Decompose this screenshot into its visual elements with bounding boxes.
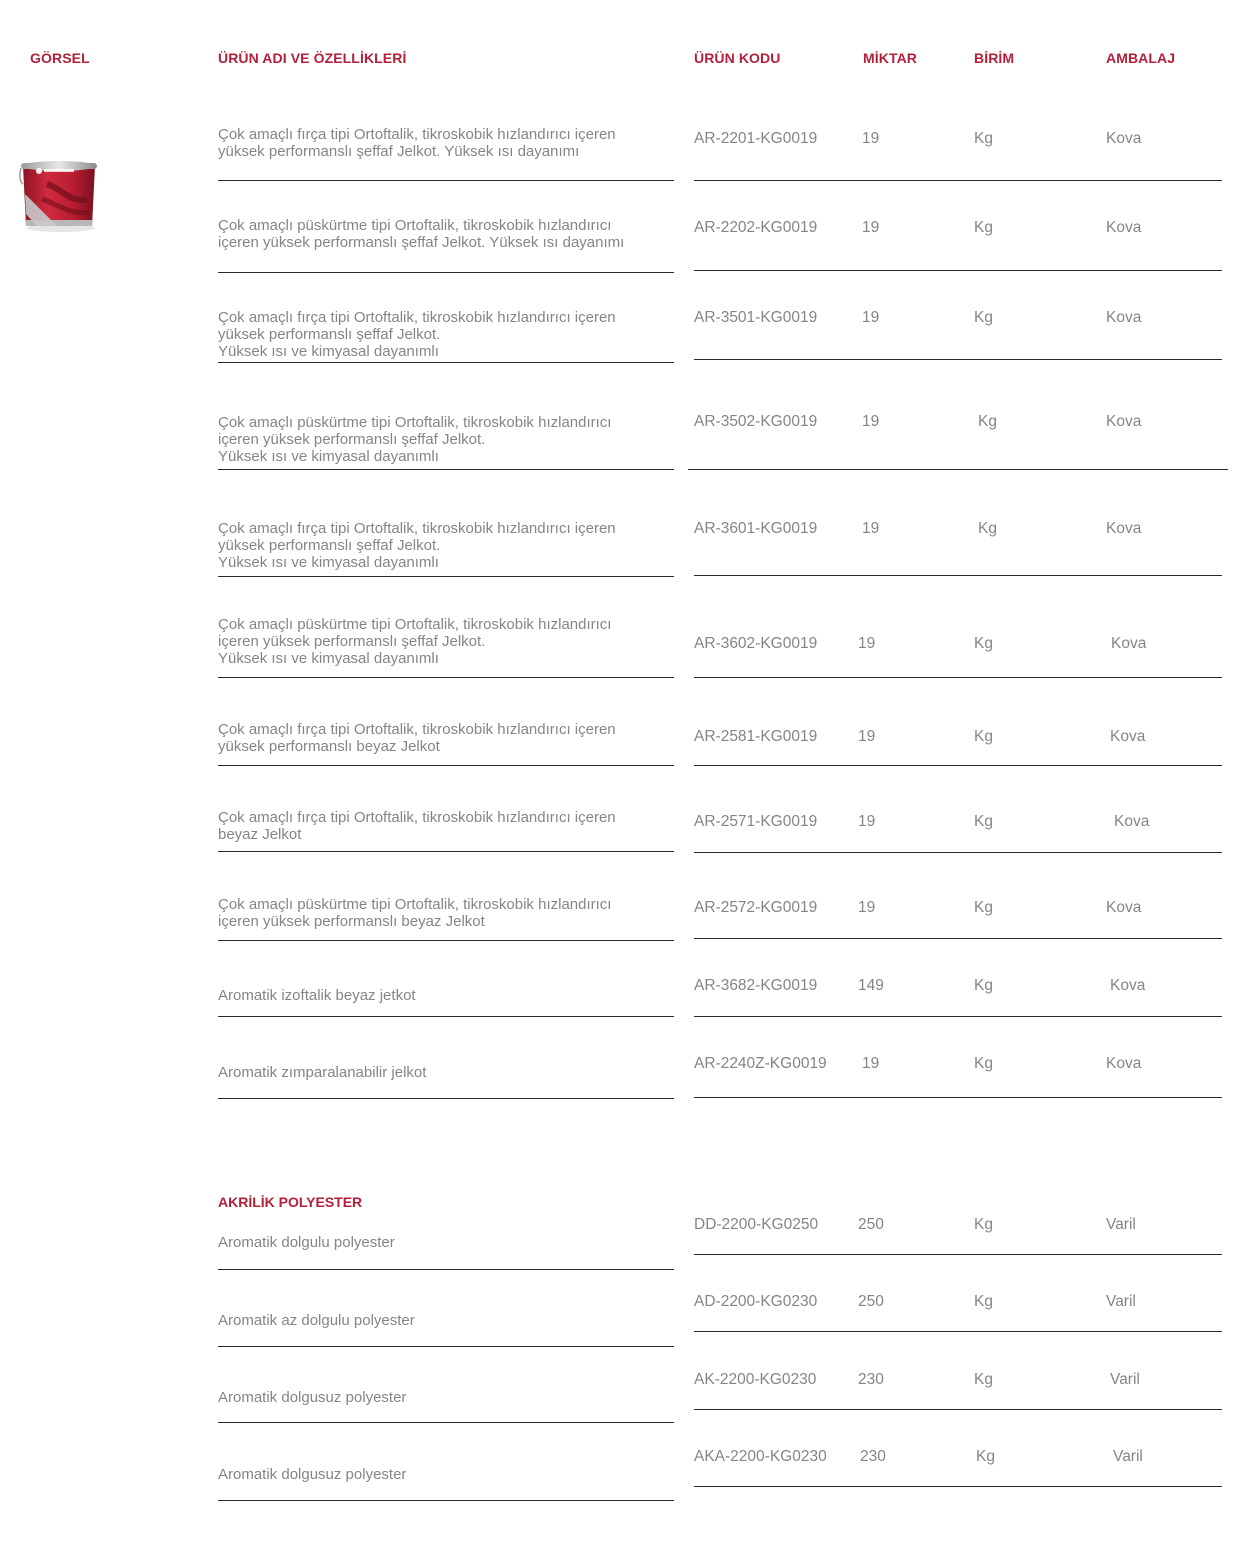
row-divider	[694, 180, 1222, 181]
row-divider	[694, 1486, 1222, 1487]
product-code: AR-2201-KG0019	[694, 130, 818, 147]
product-description	[218, 309, 658, 360]
product-qty: 230	[858, 1371, 884, 1388]
description-line: yüksek performanslı şeffaf Jelkot.	[218, 537, 441, 554]
row-divider	[694, 1331, 1222, 1332]
product-code: AR-2202-KG0019	[694, 219, 818, 236]
row-divider	[218, 1016, 674, 1017]
product-unit: Kg	[974, 1371, 993, 1388]
row-divider	[694, 359, 1222, 360]
description-line: içeren yüksek performanslı beyaz Jelkot	[218, 913, 485, 930]
product-code: AR-2581-KG0019	[694, 728, 818, 745]
product-pack: Varil	[1106, 1216, 1136, 1233]
product-unit: Kg	[976, 1448, 995, 1465]
product-qty: 149	[858, 977, 884, 994]
description-line: Aromatik dolgulu polyester	[218, 1234, 395, 1251]
header-code: ÜRÜN KODU	[694, 50, 781, 66]
section-title-akrilik-polyester: AKRİLİK POLYESTER	[218, 1194, 363, 1210]
row-divider	[218, 272, 674, 273]
row-divider	[694, 852, 1222, 853]
product-unit: Kg	[974, 219, 993, 236]
product-description	[218, 1064, 658, 1081]
description-line: Yüksek ısı ve kimyasal dayanımlı	[218, 343, 439, 360]
product-pack: Kova	[1114, 813, 1150, 830]
product-qty: 230	[860, 1448, 886, 1465]
product-code: AR-2572-KG0019	[694, 899, 818, 916]
description-line: içeren yüksek performanslı şeffaf Jelkot.	[218, 633, 486, 650]
product-pack: Kova	[1106, 309, 1142, 326]
product-pack: Kova	[1106, 219, 1142, 236]
product-qty: 19	[862, 219, 880, 236]
header-unit: BİRİM	[974, 50, 1015, 66]
description-line: yüksek performanslı şeffaf Jelkot.	[218, 326, 441, 343]
product-qty: 19	[862, 1055, 880, 1072]
product-code: AR-3502-KG0019	[694, 413, 818, 430]
header-pack: AMBALAJ	[1106, 50, 1176, 66]
row-divider	[694, 677, 1222, 678]
description-line: Aromatik dolgusuz polyester	[218, 1466, 407, 1483]
product-code: AR-3602-KG0019	[694, 635, 818, 652]
product-pack: Kova	[1110, 728, 1146, 745]
description-line: Aromatik izoftalik beyaz jetkot	[218, 987, 416, 1004]
description-line: Yüksek ısı ve kimyasal dayanımlı	[218, 650, 439, 667]
product-code: AK-2200-KG0230	[694, 1371, 817, 1388]
row-divider	[218, 1098, 674, 1099]
product-pack: Kova	[1106, 520, 1142, 537]
row-divider	[694, 270, 1222, 271]
row-divider	[218, 362, 674, 363]
product-qty: 19	[858, 728, 876, 745]
header-qty: MİKTAR	[863, 50, 917, 66]
row-divider	[218, 851, 674, 852]
row-divider	[218, 1269, 674, 1270]
row-divider	[218, 940, 674, 941]
product-pack: Varil	[1113, 1448, 1143, 1465]
product-unit: Kg	[974, 728, 993, 745]
description-line: yüksek performanslı şeffaf Jelkot. Yüksek ısı dayanımı	[218, 143, 580, 160]
product-pack: Kova	[1110, 977, 1146, 994]
product-qty: 250	[858, 1293, 884, 1310]
product-code: AR-3682-KG0019	[694, 977, 818, 994]
row-divider	[218, 677, 674, 678]
product-unit: Kg	[974, 813, 993, 830]
row-divider	[218, 1500, 674, 1501]
description-line: Çok amaçlı fırça tipi Ortoftalik, tikroskobik hızlandırıcı içeren	[218, 520, 616, 537]
row-divider	[694, 938, 1222, 939]
description-line: yüksek performanslı beyaz Jelkot	[218, 738, 440, 755]
product-unit: Kg	[974, 977, 993, 994]
description-line: Çok amaçlı fırça tipi Ortoftalik, tikroskobik hızlandırıcı içeren	[218, 721, 616, 738]
product-pack: Varil	[1106, 1293, 1136, 1310]
product-qty: 19	[862, 413, 880, 430]
description-line: Yüksek ısı ve kimyasal dayanımlı	[218, 554, 439, 571]
row-divider	[694, 1409, 1222, 1410]
row-divider	[218, 469, 674, 470]
product-pack: Kova	[1111, 635, 1147, 652]
product-qty: 19	[858, 899, 876, 916]
product-bucket-image	[17, 154, 101, 234]
product-qty: 19	[862, 130, 880, 147]
product-pack: Kova	[1106, 899, 1142, 916]
product-qty: 19	[858, 635, 876, 652]
product-unit: Kg	[974, 130, 993, 147]
product-code: AD-2200-KG0230	[694, 1293, 818, 1310]
product-description	[218, 1389, 658, 1406]
product-qty: 19	[862, 520, 880, 537]
product-qty: 19	[858, 813, 876, 830]
product-qty: 19	[862, 309, 880, 326]
row-divider	[218, 180, 674, 181]
row-divider	[218, 1422, 674, 1423]
product-description	[218, 1234, 658, 1251]
product-pack: Kova	[1106, 1055, 1142, 1072]
description-line: Çok amaçlı fırça tipi Ortoftalik, tikroskobik hızlandırıcı içeren	[218, 309, 616, 326]
row-divider	[694, 1016, 1222, 1017]
header-name: ÜRÜN ADI VE ÖZELLİKLERİ	[218, 50, 407, 66]
row-divider	[694, 575, 1222, 576]
product-code: AR-2571-KG0019	[694, 813, 818, 830]
product-unit: Kg	[978, 413, 997, 430]
description-line: Çok amaçlı fırça tipi Ortoftalik, tikroskobik hızlandırıcı içeren	[218, 126, 616, 143]
header-image: GÖRSEL	[30, 50, 90, 66]
product-unit: Kg	[974, 899, 993, 916]
product-pack: Kova	[1106, 413, 1142, 430]
description-line: beyaz Jelkot	[218, 826, 302, 843]
product-code: AKA-2200-KG0230	[694, 1448, 827, 1465]
product-code: AR-3501-KG0019	[694, 309, 818, 326]
row-divider	[694, 1097, 1222, 1098]
product-description	[218, 1466, 658, 1483]
row-divider	[688, 469, 1228, 470]
product-pack: Varil	[1110, 1371, 1140, 1388]
row-divider	[694, 765, 1222, 766]
product-description	[218, 987, 658, 1004]
product-description	[218, 217, 658, 251]
product-unit: Kg	[974, 1055, 993, 1072]
product-description	[218, 616, 658, 667]
product-pack: Kova	[1106, 130, 1142, 147]
product-description	[218, 721, 658, 755]
product-unit: Kg	[974, 309, 993, 326]
row-divider	[218, 765, 674, 766]
product-code: AR-2240Z-KG0019	[694, 1055, 827, 1072]
description-line: Çok amaçlı püskürtme tipi Ortoftalik, tikroskobik hızlandırıcı	[218, 896, 612, 913]
product-unit: Kg	[974, 1216, 993, 1233]
description-line: içeren yüksek performanslı şeffaf Jelkot.	[218, 431, 486, 448]
product-description	[218, 126, 658, 160]
row-divider	[694, 1254, 1222, 1255]
row-divider	[218, 1346, 674, 1347]
row-divider	[218, 576, 674, 577]
description-line: Çok amaçlı fırça tipi Ortoftalik, tikroskobik hızlandırıcı içeren	[218, 809, 616, 826]
description-line: Yüksek ısı ve kimyasal dayanımlı	[218, 448, 439, 465]
description-line: Çok amaçlı püskürtme tipi Ortoftalik, tikroskobik hızlandırıcı	[218, 414, 612, 431]
description-line: Aromatik dolgusuz polyester	[218, 1389, 407, 1406]
product-description	[218, 1312, 658, 1329]
product-code: AR-3601-KG0019	[694, 520, 818, 537]
product-description	[218, 809, 658, 843]
product-description	[218, 896, 658, 930]
product-description	[218, 520, 658, 571]
description-line: içeren yüksek performanslı şeffaf Jelkot. Yüksek ısı dayanımı	[218, 234, 625, 251]
description-line: Çok amaçlı püskürtme tipi Ortoftalik, tikroskobik hızlandırıcı	[218, 616, 612, 633]
product-qty: 250	[858, 1216, 884, 1233]
description-line: Aromatik zımparalanabilir jelkot	[218, 1064, 427, 1081]
product-unit: Kg	[978, 520, 997, 537]
product-code: DD-2200-KG0250	[694, 1216, 819, 1233]
paint-bucket-icon	[17, 154, 101, 234]
product-description	[218, 414, 658, 465]
product-unit: Kg	[974, 635, 993, 652]
description-line: Çok amaçlı püskürtme tipi Ortoftalik, tikroskobik hızlandırıcı	[218, 217, 612, 234]
product-unit: Kg	[974, 1293, 993, 1310]
description-line: Aromatik az dolgulu polyester	[218, 1312, 415, 1329]
